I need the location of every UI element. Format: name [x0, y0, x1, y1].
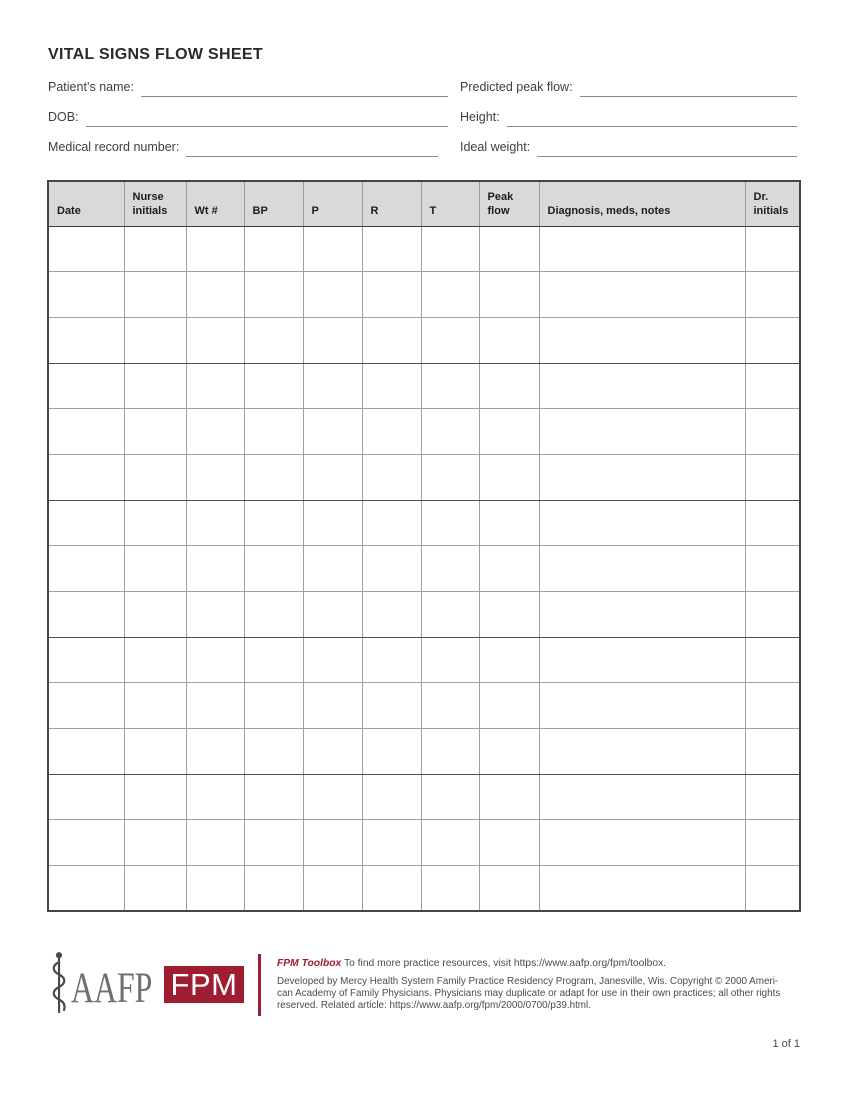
table-cell[interactable]: [479, 317, 539, 363]
table-row: [48, 592, 800, 638]
dob-field: [48, 110, 448, 127]
table-cell[interactable]: [48, 866, 124, 912]
table-cell[interactable]: [303, 454, 362, 500]
table-cell[interactable]: [421, 592, 479, 638]
table-cell[interactable]: [539, 363, 745, 409]
table-cell[interactable]: [362, 774, 421, 820]
ideal-weight-input-line[interactable]: [537, 140, 797, 157]
table-cell[interactable]: [303, 317, 362, 363]
col-header-peak-flow: Peak flow: [479, 181, 539, 226]
table-cell[interactable]: [745, 866, 800, 912]
table-cell[interactable]: [48, 500, 124, 546]
col-header-bp: BP: [244, 181, 303, 226]
table-cell[interactable]: [303, 500, 362, 546]
table-cell[interactable]: [124, 226, 186, 272]
table-cell[interactable]: [479, 409, 539, 455]
table-cell[interactable]: [479, 363, 539, 409]
table-cell[interactable]: [745, 774, 800, 820]
medical-record-number-label: Medical record number:: [48, 140, 180, 155]
table-cell[interactable]: [244, 637, 303, 683]
table-cell[interactable]: [124, 637, 186, 683]
table-cell[interactable]: [539, 637, 745, 683]
table-cell[interactable]: [186, 774, 244, 820]
table-row: [48, 774, 800, 820]
col-header-diagnosis: Diagnosis, meds, notes: [539, 181, 745, 226]
table-cell[interactable]: [421, 500, 479, 546]
table-cell[interactable]: [244, 866, 303, 912]
table-cell[interactable]: [539, 820, 745, 866]
table-row: [48, 637, 800, 683]
height-input-line[interactable]: [507, 110, 797, 127]
table-cell[interactable]: [244, 409, 303, 455]
predicted-peak-flow-field: [460, 80, 797, 97]
table-cell[interactable]: [539, 546, 745, 592]
table-cell[interactable]: [124, 683, 186, 729]
height-field: [460, 110, 797, 127]
table-cell[interactable]: [303, 637, 362, 683]
fpm-logo: [164, 966, 244, 1003]
medical-record-number-input-line[interactable]: [186, 140, 438, 157]
table-cell[interactable]: [303, 729, 362, 775]
table-cell[interactable]: [48, 317, 124, 363]
table-cell[interactable]: [539, 454, 745, 500]
table-cell[interactable]: [303, 409, 362, 455]
table-cell[interactable]: [303, 226, 362, 272]
dob-input-line[interactable]: [86, 110, 448, 127]
table-cell[interactable]: [303, 546, 362, 592]
table-cell[interactable]: [244, 500, 303, 546]
table-cell[interactable]: [362, 866, 421, 912]
table-cell[interactable]: [124, 546, 186, 592]
aafp-logo-wordmark: AAFP: [71, 965, 153, 1012]
table-row: [48, 866, 800, 912]
table-cell[interactable]: [362, 226, 421, 272]
table-cell[interactable]: [479, 226, 539, 272]
table-cell[interactable]: [48, 683, 124, 729]
predicted-peak-flow-input-line[interactable]: [580, 80, 797, 97]
table-cell[interactable]: [362, 820, 421, 866]
dob-label: DOB:: [48, 110, 79, 125]
table-cell[interactable]: [48, 272, 124, 318]
table-cell[interactable]: [479, 683, 539, 729]
table-cell[interactable]: [124, 820, 186, 866]
table-cell[interactable]: [124, 272, 186, 318]
patient-name-input-line[interactable]: [141, 80, 448, 97]
table-cell[interactable]: [244, 272, 303, 318]
table-cell[interactable]: [539, 866, 745, 912]
table-cell[interactable]: [244, 363, 303, 409]
fpm-toolbox-text: To find more practice resources, visit https://www.aafp.org/fpm/toolbox.: [343, 958, 667, 969]
table-cell[interactable]: [303, 272, 362, 318]
vitals-table: [47, 180, 801, 912]
table-cell[interactable]: [479, 500, 539, 546]
table-cell[interactable]: [421, 272, 479, 318]
table-cell[interactable]: [745, 500, 800, 546]
fpm-toolbox-label: FPM Toolbox: [277, 958, 342, 969]
table-row: [48, 317, 800, 363]
table-cell[interactable]: [124, 592, 186, 638]
table-cell[interactable]: [539, 774, 745, 820]
col-header-r: R: [362, 181, 421, 226]
table-cell[interactable]: [539, 683, 745, 729]
table-cell[interactable]: [479, 866, 539, 912]
patient-name-label: Patient’s name:: [48, 80, 134, 95]
table-cell[interactable]: [186, 820, 244, 866]
table-cell[interactable]: [244, 820, 303, 866]
table-cell[interactable]: [124, 363, 186, 409]
table-cell[interactable]: [539, 272, 745, 318]
table-cell[interactable]: [539, 226, 745, 272]
table-cell[interactable]: [539, 729, 745, 775]
table-cell[interactable]: [124, 729, 186, 775]
col-header-nurse-initials: Nurse initials: [124, 181, 186, 226]
table-cell[interactable]: [48, 592, 124, 638]
table-cell[interactable]: [539, 592, 745, 638]
table-cell[interactable]: [539, 317, 745, 363]
table-cell[interactable]: [186, 729, 244, 775]
table-cell[interactable]: [186, 454, 244, 500]
table-cell[interactable]: [745, 409, 800, 455]
table-cell[interactable]: [48, 363, 124, 409]
table-cell[interactable]: [186, 637, 244, 683]
table-cell[interactable]: [539, 500, 745, 546]
table-cell[interactable]: [48, 546, 124, 592]
table-cell[interactable]: [303, 592, 362, 638]
table-row: [48, 500, 800, 546]
table-cell[interactable]: [421, 683, 479, 729]
table-cell[interactable]: [479, 820, 539, 866]
table-cell[interactable]: [244, 729, 303, 775]
table-cell[interactable]: [303, 866, 362, 912]
table-cell[interactable]: [421, 363, 479, 409]
table-cell[interactable]: [362, 317, 421, 363]
fpm-toolbox-note: [277, 958, 666, 969]
patient-name-field: [48, 80, 448, 97]
table-cell[interactable]: [48, 409, 124, 455]
table-cell[interactable]: [186, 866, 244, 912]
table-cell[interactable]: [362, 500, 421, 546]
col-header-p: P: [303, 181, 362, 226]
table-cell[interactable]: [421, 317, 479, 363]
table-cell[interactable]: [745, 454, 800, 500]
table-cell[interactable]: [479, 637, 539, 683]
table-row: [48, 409, 800, 455]
copyright-credit: [277, 976, 780, 1013]
credit-line: can Academy of Family Physicians. Physicians may duplicate or adapt for use in their own practices; all other rights: [277, 987, 781, 999]
logo-divider: [258, 954, 261, 1016]
ideal-weight-field: [460, 140, 797, 157]
table-cell[interactable]: [186, 226, 244, 272]
table-cell[interactable]: [244, 683, 303, 729]
table-cell[interactable]: [124, 774, 186, 820]
table-cell[interactable]: [244, 317, 303, 363]
table-cell[interactable]: [421, 820, 479, 866]
table-cell[interactable]: [186, 409, 244, 455]
table-cell[interactable]: [745, 226, 800, 272]
table-cell[interactable]: [745, 272, 800, 318]
medical-record-number-field: [48, 140, 438, 157]
table-cell[interactable]: [244, 546, 303, 592]
table-cell[interactable]: [745, 363, 800, 409]
table-cell[interactable]: [48, 226, 124, 272]
table-cell[interactable]: [479, 454, 539, 500]
table-cell[interactable]: [48, 454, 124, 500]
table-cell[interactable]: [362, 729, 421, 775]
table-row: [48, 363, 800, 409]
table-cell[interactable]: [362, 546, 421, 592]
table-cell[interactable]: [745, 729, 800, 775]
table-cell[interactable]: [421, 409, 479, 455]
col-header-wt: Wt #: [186, 181, 244, 226]
table-cell[interactable]: [124, 866, 186, 912]
table-row: [48, 546, 800, 592]
table-cell[interactable]: [479, 729, 539, 775]
table-cell[interactable]: [124, 317, 186, 363]
table-cell[interactable]: [48, 774, 124, 820]
table-cell[interactable]: [186, 363, 244, 409]
table-cell[interactable]: [745, 317, 800, 363]
col-header-dr-initials: Dr. initials: [745, 181, 800, 226]
table-cell[interactable]: [186, 500, 244, 546]
table-cell[interactable]: [421, 546, 479, 592]
col-header-date: Date: [48, 181, 124, 226]
table-cell[interactable]: [303, 774, 362, 820]
predicted-peak-flow-label: Predicted peak flow:: [460, 80, 573, 95]
table-cell[interactable]: [539, 409, 745, 455]
table-cell[interactable]: [186, 317, 244, 363]
table-cell[interactable]: [362, 272, 421, 318]
table-cell[interactable]: [479, 546, 539, 592]
table-row: [48, 454, 800, 500]
table-cell[interactable]: [244, 592, 303, 638]
table-cell[interactable]: [745, 592, 800, 638]
table-cell[interactable]: [479, 592, 539, 638]
table-cell[interactable]: [303, 363, 362, 409]
table-cell[interactable]: [244, 774, 303, 820]
table-cell[interactable]: [124, 454, 186, 500]
table-cell[interactable]: [244, 226, 303, 272]
table-cell[interactable]: [421, 774, 479, 820]
table-cell[interactable]: [421, 637, 479, 683]
table-cell[interactable]: [745, 820, 800, 866]
page-title: VITAL SIGNS FLOW SHEET: [48, 46, 263, 63]
table-cell[interactable]: [745, 683, 800, 729]
table-cell[interactable]: [48, 729, 124, 775]
table-cell[interactable]: [745, 637, 800, 683]
table-cell[interactable]: [421, 866, 479, 912]
col-header-t: T: [421, 181, 479, 226]
table-cell[interactable]: [48, 820, 124, 866]
table-cell[interactable]: [303, 820, 362, 866]
table-row: [48, 272, 800, 318]
table-cell[interactable]: [479, 272, 539, 318]
credit-line: Developed by Mercy Health System Family Practice Residency Program, Janesville, Wis. Copyright © 2000 Ameri-: [277, 975, 779, 987]
table-cell[interactable]: [186, 592, 244, 638]
table-cell[interactable]: [362, 592, 421, 638]
table-cell[interactable]: [362, 683, 421, 729]
table-row: [48, 683, 800, 729]
table-cell[interactable]: [244, 454, 303, 500]
table-cell[interactable]: [186, 683, 244, 729]
table-cell[interactable]: [421, 454, 479, 500]
table-cell[interactable]: [303, 683, 362, 729]
table-cell[interactable]: [745, 546, 800, 592]
table-cell[interactable]: [362, 454, 421, 500]
table-row: [48, 729, 800, 775]
ideal-weight-label: Ideal weight:: [460, 140, 531, 155]
table-cell[interactable]: [421, 226, 479, 272]
table-cell[interactable]: [124, 409, 186, 455]
page-number: 1 of 1: [772, 1038, 800, 1050]
table-cell[interactable]: [362, 637, 421, 683]
table-row: [48, 226, 800, 272]
table-cell[interactable]: [479, 774, 539, 820]
staff-of-asclepius-icon: [47, 951, 71, 1015]
fpm-logo-text: FPM: [170, 967, 238, 1002]
table-cell[interactable]: [186, 546, 244, 592]
table-cell[interactable]: [421, 729, 479, 775]
table-row: [48, 820, 800, 866]
table-header-row: [48, 181, 800, 226]
table-cell[interactable]: [48, 637, 124, 683]
vitals-table-body: [48, 226, 800, 911]
credit-line: reserved. Related article: https://www.aafp.org/fpm/2000/0700/p39.html.: [277, 999, 591, 1011]
height-label: Height:: [460, 110, 500, 125]
table-cell[interactable]: [124, 500, 186, 546]
table-cell[interactable]: [186, 272, 244, 318]
table-cell[interactable]: [362, 409, 421, 455]
table-cell[interactable]: [362, 363, 421, 409]
